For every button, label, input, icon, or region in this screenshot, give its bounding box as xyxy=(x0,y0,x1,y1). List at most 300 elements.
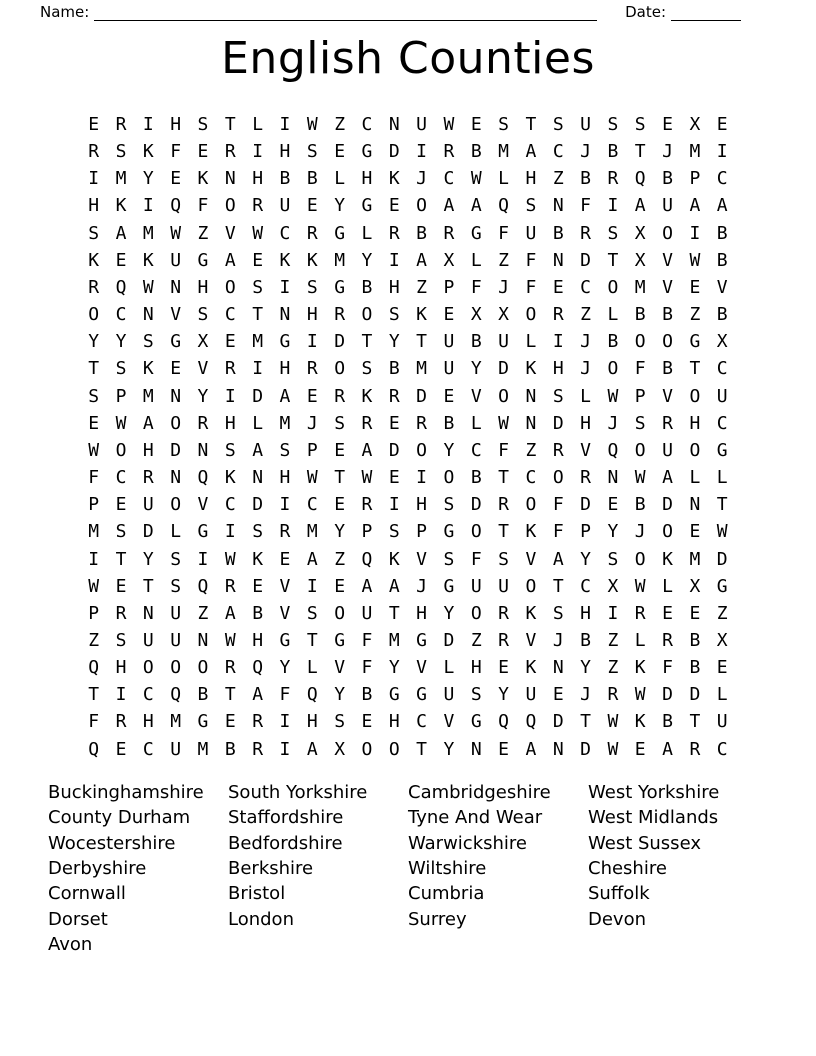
grid-letter: N xyxy=(252,467,264,489)
grid-letter: W xyxy=(607,711,619,733)
grid-letter: T xyxy=(115,548,127,570)
grid-letter: Y xyxy=(88,331,100,353)
word-list-item: Cumbria xyxy=(408,883,485,905)
grid-letter: Y xyxy=(580,657,591,679)
grid-letter: K xyxy=(115,195,127,217)
grid-letter: R xyxy=(279,521,291,543)
grid-letter: D xyxy=(580,738,591,760)
grid-letter: O xyxy=(334,358,346,380)
grid-letter: T xyxy=(88,358,100,380)
grid-letter: Z xyxy=(334,548,346,570)
grid-letter: R xyxy=(498,629,509,651)
grid-letter: Z xyxy=(197,602,209,624)
grid-letter: S xyxy=(607,548,619,570)
grid-letter: H xyxy=(306,711,318,733)
grid-letter: G xyxy=(279,629,291,651)
grid-letter: U xyxy=(170,738,182,760)
grid-letter: R xyxy=(580,222,591,244)
grid-letter: R xyxy=(88,141,100,163)
grid-letter: O xyxy=(416,195,428,217)
grid-letter: B xyxy=(197,684,209,706)
grid-letter: S xyxy=(170,575,182,597)
grid-letter: K xyxy=(525,602,537,624)
grid-letter: G xyxy=(197,711,209,733)
grid-letter: U xyxy=(662,439,673,461)
grid-letter: E xyxy=(689,521,701,543)
word-list-item: West Yorkshire xyxy=(588,781,720,803)
grid-row xyxy=(80,111,736,138)
grid-letter: R xyxy=(552,439,564,461)
grid-letter: E xyxy=(115,494,127,516)
grid-row xyxy=(80,220,736,247)
grid-letter: I xyxy=(224,521,236,543)
grid-letter: J xyxy=(416,575,428,597)
grid-letter: W xyxy=(115,412,127,434)
grid-letter: O xyxy=(607,276,619,298)
grid-letter: F xyxy=(662,657,673,679)
grid-letter: D xyxy=(388,439,400,461)
grid-letter: I xyxy=(607,195,619,217)
grid-letter: I xyxy=(388,249,400,271)
grid-letter: M xyxy=(334,249,346,271)
grid-letter: O xyxy=(416,439,428,461)
grid-letter: E xyxy=(662,114,673,135)
grid-letter: W xyxy=(306,114,318,135)
grid-letter: X xyxy=(689,575,701,597)
grid-letter: V xyxy=(525,548,537,570)
grid-letter: H xyxy=(525,168,537,190)
grid-letter: F xyxy=(498,222,509,244)
grid-letter: F xyxy=(279,684,291,706)
grid-letter: O xyxy=(334,602,346,624)
grid-letter: W xyxy=(252,222,264,244)
word-list-item: Surrey xyxy=(408,908,467,930)
grid-letter: O xyxy=(142,657,154,679)
grid-letter: T xyxy=(416,331,428,353)
grid-letter: R xyxy=(443,222,455,244)
grid-letter: C xyxy=(115,467,127,489)
grid-letter: O xyxy=(552,467,564,489)
grid-letter: A xyxy=(470,195,482,217)
grid-letter: S xyxy=(306,602,318,624)
grid-letter: T xyxy=(88,684,100,706)
grid-row xyxy=(80,573,736,600)
grid-letter: N xyxy=(170,385,182,407)
grid-letter: D xyxy=(470,494,482,516)
grid-letter: O xyxy=(170,657,182,679)
grid-letter: K xyxy=(388,168,400,190)
grid-letter: Q xyxy=(170,684,182,706)
grid-letter: I xyxy=(552,331,564,353)
grid-row xyxy=(80,736,736,763)
grid-letter: D xyxy=(498,358,509,380)
grid-letter: J xyxy=(580,358,591,380)
word-list-item: Cheshire xyxy=(588,857,667,879)
grid-letter: E xyxy=(470,114,482,135)
grid-letter: O xyxy=(525,575,537,597)
grid-letter: V xyxy=(170,304,182,326)
word-list-item: Staffordshire xyxy=(228,807,344,829)
grid-letter: R xyxy=(252,738,264,760)
grid-letter: N xyxy=(552,657,564,679)
grid-letter: C xyxy=(552,141,564,163)
grid-letter: K xyxy=(142,358,154,380)
grid-letter: E xyxy=(334,141,346,163)
grid-letter: A xyxy=(115,222,127,244)
grid-letter: B xyxy=(689,657,701,679)
word-list-item: Derbyshire xyxy=(48,857,147,879)
grid-letter: R xyxy=(634,602,646,624)
grid-letter: X xyxy=(197,331,209,353)
grid-letter: A xyxy=(662,467,673,489)
grid-letter: Y xyxy=(388,657,400,679)
grid-letter: I xyxy=(279,276,291,298)
grid-letter: Y xyxy=(334,684,346,706)
grid-letter: R xyxy=(252,195,264,217)
grid-letter: B xyxy=(306,168,318,190)
grid-letter: S xyxy=(552,114,564,135)
grid-letter: Y xyxy=(580,548,591,570)
grid-letter: W xyxy=(306,467,318,489)
grid-letter: O xyxy=(662,222,673,244)
grid-letter: O xyxy=(170,412,182,434)
grid-letter: P xyxy=(88,602,100,624)
grid-letter: R xyxy=(306,358,318,380)
word-list-item: Buckinghamshire xyxy=(48,781,204,803)
grid-letter: E xyxy=(115,738,127,760)
grid-letter: R xyxy=(388,385,400,407)
grid-letter: B xyxy=(470,331,482,353)
grid-letter: V xyxy=(443,711,455,733)
grid-letter: N xyxy=(552,738,564,760)
grid-letter: H xyxy=(689,412,701,434)
grid-letter: P xyxy=(361,521,373,543)
word-list-column xyxy=(408,780,588,958)
grid-letter: W xyxy=(443,114,455,135)
grid-letter: R xyxy=(361,412,373,434)
grid-letter: S xyxy=(443,494,455,516)
grid-letter: M xyxy=(306,521,318,543)
grid-letter: H xyxy=(580,412,591,434)
grid-letter: S xyxy=(334,412,346,434)
grid-letter: A xyxy=(716,195,728,217)
grid-letter: I xyxy=(142,195,154,217)
grid-letter: D xyxy=(580,249,591,271)
grid-letter: Q xyxy=(634,168,646,190)
date-blank-line xyxy=(671,6,741,21)
grid-letter: I xyxy=(115,684,127,706)
grid-letter: S xyxy=(361,358,373,380)
grid-letter: X xyxy=(716,331,728,353)
grid-letter: S xyxy=(115,521,127,543)
grid-letter: J xyxy=(552,629,564,651)
grid-letter: O xyxy=(388,738,400,760)
grid-letter: L xyxy=(580,385,591,407)
grid-letter: X xyxy=(334,738,346,760)
grid-letter: Z xyxy=(552,168,564,190)
grid-letter: E xyxy=(716,114,728,135)
grid-letter: G xyxy=(388,684,400,706)
word-list xyxy=(0,780,816,958)
grid-letter: R xyxy=(662,629,673,651)
grid-letter: S xyxy=(306,276,318,298)
grid-letter: S xyxy=(388,304,400,326)
grid-letter: W xyxy=(716,521,728,543)
word-list-item: Tyne And Wear xyxy=(408,807,543,829)
grid-letter: L xyxy=(689,467,701,489)
grid-letter: N xyxy=(142,602,154,624)
grid-letter: R xyxy=(115,602,127,624)
grid-letter: H xyxy=(416,494,428,516)
grid-letter: S xyxy=(607,114,619,135)
grid-letter: N xyxy=(279,304,291,326)
grid-letter: C xyxy=(416,711,428,733)
name-blank-line xyxy=(94,6,597,21)
grid-letter: W xyxy=(498,412,509,434)
grid-letter: G xyxy=(170,331,182,353)
grid-letter: C xyxy=(580,575,591,597)
grid-letter: A xyxy=(662,738,673,760)
grid-letter: Y xyxy=(443,738,455,760)
grid-letter: H xyxy=(580,602,591,624)
grid-letter: Y xyxy=(498,684,509,706)
grid-letter: T xyxy=(552,575,564,597)
grid-letter: M xyxy=(388,629,400,651)
grid-letter: U xyxy=(279,195,291,217)
grid-letter: K xyxy=(525,657,537,679)
grid-letter: M xyxy=(634,276,646,298)
grid-letter: I xyxy=(197,548,209,570)
grid-letter: C xyxy=(716,412,728,434)
grid-letter: C xyxy=(142,684,154,706)
grid-letter: O xyxy=(662,331,673,353)
date-label: Date: xyxy=(625,3,666,21)
grid-letter: T xyxy=(334,467,346,489)
grid-letter: U xyxy=(170,629,182,651)
grid-letter: Q xyxy=(306,684,318,706)
grid-row xyxy=(80,247,736,274)
grid-letter: U xyxy=(170,249,182,271)
grid-letter: Y xyxy=(142,168,154,190)
grid-letter: B xyxy=(252,602,264,624)
grid-letter: A xyxy=(224,249,236,271)
grid-letter: L xyxy=(252,114,264,135)
grid-letter: T xyxy=(252,304,264,326)
grid-letter: D xyxy=(334,331,346,353)
grid-letter: X xyxy=(634,222,646,244)
word-list-item: West Midlands xyxy=(588,807,719,829)
grid-letter: R xyxy=(416,412,428,434)
word-list-item: Wocestershire xyxy=(48,832,176,854)
grid-letter: G xyxy=(334,222,346,244)
grid-letter: S xyxy=(634,114,646,135)
grid-letter: Z xyxy=(580,304,591,326)
grid-letter: O xyxy=(170,494,182,516)
grid-letter: H xyxy=(252,629,264,651)
grid-letter: R xyxy=(224,358,236,380)
grid-letter: T xyxy=(388,602,400,624)
grid-letter: K xyxy=(388,548,400,570)
grid-letter: S xyxy=(334,711,346,733)
grid-letter: K xyxy=(224,467,236,489)
grid-letter: M xyxy=(498,141,509,163)
grid-letter: U xyxy=(361,602,373,624)
grid-letter: E xyxy=(224,711,236,733)
word-list-item: Wiltshire xyxy=(408,857,487,879)
name-label: Name: xyxy=(40,3,90,21)
grid-letter: O xyxy=(197,657,209,679)
grid-letter: N xyxy=(552,249,564,271)
grid-letter: B xyxy=(607,141,619,163)
grid-letter: S xyxy=(552,602,564,624)
grid-letter: V xyxy=(716,276,728,298)
grid-letter: N xyxy=(689,494,701,516)
grid-letter: S xyxy=(115,358,127,380)
grid-letter: V xyxy=(279,575,291,597)
grid-letter: S xyxy=(634,412,646,434)
grid-letter: U xyxy=(443,331,455,353)
grid-letter: E xyxy=(361,711,373,733)
grid-letter: R xyxy=(361,494,373,516)
grid-letter: G xyxy=(716,575,728,597)
grid-letter: A xyxy=(224,602,236,624)
grid-letter: D xyxy=(580,494,591,516)
grid-letter: R xyxy=(388,222,400,244)
grid-letter: M xyxy=(279,412,291,434)
grid-letter: A xyxy=(361,575,373,597)
grid-letter: A xyxy=(361,439,373,461)
grid-letter: D xyxy=(662,494,673,516)
grid-row xyxy=(80,654,736,681)
grid-letter: F xyxy=(470,276,482,298)
grid-letter: C xyxy=(115,304,127,326)
grid-letter: C xyxy=(142,738,154,760)
grid-letter: E xyxy=(252,575,264,597)
grid-letter: R xyxy=(252,711,264,733)
grid-letter: X xyxy=(470,304,482,326)
grid-letter: J xyxy=(580,331,591,353)
grid-letter: I xyxy=(88,548,100,570)
grid-letter: S xyxy=(525,195,537,217)
grid-letter: R xyxy=(115,711,127,733)
grid-letter: Z xyxy=(689,304,701,326)
grid-letter: G xyxy=(279,331,291,353)
grid-letter: H xyxy=(197,276,209,298)
grid-letter: I xyxy=(142,114,154,135)
grid-letter: S xyxy=(88,385,100,407)
grid-letter: V xyxy=(470,385,482,407)
grid-letter: A xyxy=(525,738,537,760)
grid-letter: P xyxy=(416,521,428,543)
grid-letter: S xyxy=(115,629,127,651)
grid-letter: G xyxy=(197,249,209,271)
grid-letter: A xyxy=(142,412,154,434)
grid-letter: G xyxy=(689,331,701,353)
grid-letter: W xyxy=(88,439,100,461)
grid-letter: J xyxy=(416,168,428,190)
grid-letter: I xyxy=(716,141,728,163)
grid-letter: B xyxy=(662,711,673,733)
grid-letter: C xyxy=(224,494,236,516)
grid-letter: G xyxy=(334,629,346,651)
grid-letter: O xyxy=(443,467,455,489)
grid-letter: R xyxy=(689,738,701,760)
grid-letter: B xyxy=(224,738,236,760)
grid-letter: K xyxy=(252,548,264,570)
grid-letter: E xyxy=(689,602,701,624)
grid-letter: B xyxy=(662,168,673,190)
grid-letter: D xyxy=(388,141,400,163)
grid-letter: K xyxy=(142,249,154,271)
grid-letter: I xyxy=(416,467,428,489)
word-list-item: Suffolk xyxy=(588,883,650,905)
grid-letter: R xyxy=(607,684,619,706)
word-search-grid xyxy=(80,111,736,763)
grid-letter: F xyxy=(552,494,564,516)
grid-letter: G xyxy=(470,711,482,733)
grid-letter: K xyxy=(306,249,318,271)
grid-letter: O xyxy=(224,276,236,298)
grid-letter: P xyxy=(634,385,646,407)
grid-letter: P xyxy=(88,494,100,516)
grid-letter: Z xyxy=(88,629,100,651)
grid-letter: U xyxy=(443,358,455,380)
grid-letter: Q xyxy=(197,467,209,489)
grid-letter: N xyxy=(142,304,154,326)
grid-letter: K xyxy=(142,141,154,163)
grid-letter: N xyxy=(525,385,537,407)
grid-letter: Q xyxy=(170,195,182,217)
grid-letter: P xyxy=(443,276,455,298)
grid-row xyxy=(80,518,736,545)
grid-letter: C xyxy=(716,738,728,760)
grid-letter: T xyxy=(580,711,591,733)
grid-letter: Y xyxy=(334,521,346,543)
word-list-item: Bristol xyxy=(228,883,286,905)
grid-letter: B xyxy=(716,222,728,244)
grid-letter: K xyxy=(662,548,673,570)
grid-letter: V xyxy=(334,657,346,679)
grid-letter: X xyxy=(689,114,701,135)
grid-letter: H xyxy=(306,304,318,326)
grid-letter: E xyxy=(88,412,100,434)
grid-row xyxy=(80,437,736,464)
grid-letter: Y xyxy=(388,331,400,353)
grid-letter: Q xyxy=(361,548,373,570)
grid-letter: D xyxy=(416,385,428,407)
grid-letter: S xyxy=(279,439,291,461)
grid-letter: E xyxy=(115,575,127,597)
grid-letter: U xyxy=(716,711,728,733)
grid-letter: D xyxy=(142,521,154,543)
grid-letter: O xyxy=(361,304,373,326)
grid-letter: V xyxy=(580,439,591,461)
grid-letter: Q xyxy=(115,276,127,298)
grid-letter: B xyxy=(388,358,400,380)
worksheet-header xyxy=(0,0,816,21)
grid-letter: R xyxy=(224,657,236,679)
grid-letter: H xyxy=(279,141,291,163)
grid-letter: T xyxy=(607,249,619,271)
grid-letter: S xyxy=(470,684,482,706)
grid-letter: R xyxy=(662,412,673,434)
grid-letter: B xyxy=(470,467,482,489)
grid-letter: H xyxy=(279,467,291,489)
grid-letter: F xyxy=(470,548,482,570)
grid-letter: V xyxy=(662,249,673,271)
grid-letter: O xyxy=(88,304,100,326)
grid-letter: B xyxy=(634,494,646,516)
